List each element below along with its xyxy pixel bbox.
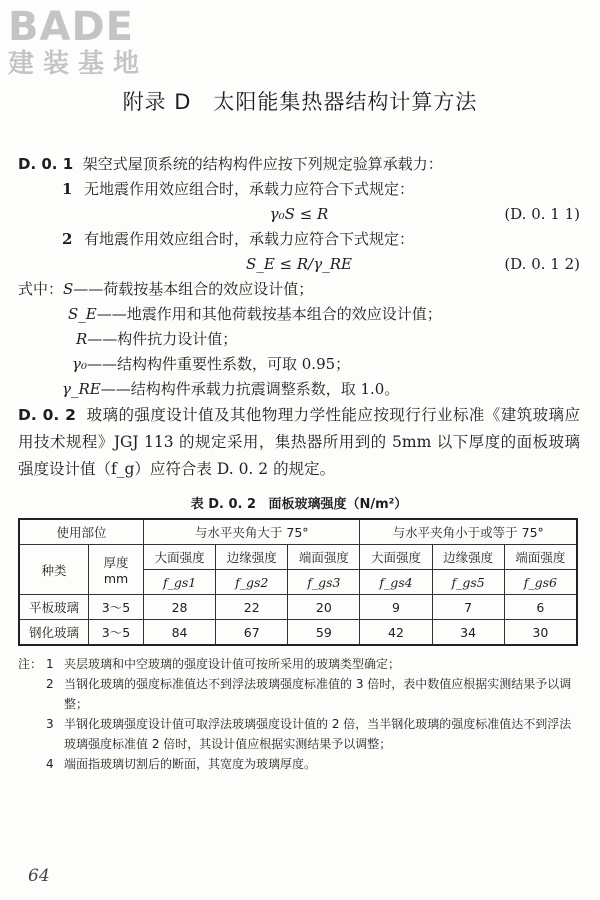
formula-number: (D. 0. 1 2) — [504, 255, 580, 273]
table-cell: 28 — [144, 595, 216, 620]
item-1: 1 无地震作用效应组合时，承载力应符合下式规定： — [62, 180, 415, 198]
appendix-title: 附录 D 太阳能集热器结构计算方法 — [122, 90, 478, 114]
note-item: 4 端面指玻璃切割后的断面，其宽度为玻璃厚度。 — [46, 757, 317, 771]
logo-subtitle: 建装基地 — [8, 49, 149, 79]
table-cell: 3～5 — [89, 620, 144, 646]
table-cell: 22 — [216, 595, 288, 620]
table-header-cell: 大面强度 — [360, 545, 432, 570]
table-header-cell: 种类 — [19, 545, 89, 595]
clause-text: 玻璃的强度设计值及其他物理力学性能应按现行行业标准《建筑玻璃应用技术规程》JGJ 113 的规定采用，集热器所用到的 5mm 以下厚度的面板玻璃强度设计值（f_g）应符合表 D. 0. 2 的规定。 — [18, 406, 580, 478]
table-header-cell: 与水平夹角大于 75° — [144, 519, 360, 545]
table-header-cell: 使用部位 — [19, 519, 144, 545]
logo-word: BADE — [8, 4, 134, 50]
table-header-cell: 与水平夹角小于或等于 75° — [360, 519, 577, 545]
table-cell: 59 — [288, 620, 360, 646]
table-header-cell: 厚度 mm — [89, 545, 144, 595]
watermark-logo — [8, 6, 148, 78]
table-header-cell: 边缘强度 — [432, 545, 504, 570]
table-symbol-cell: f_gs3 — [288, 570, 360, 595]
table-header-row — [19, 545, 577, 570]
definition-row: γ₀——结构构件重要性系数，可取 0.95； — [72, 355, 351, 373]
table-cell: 7 — [432, 595, 504, 620]
clause-number: D. 0. 1 — [18, 155, 74, 173]
page-number: 64 — [28, 866, 50, 886]
definition-row: γ_RE——结构构件承载力抗震调整系数，取 1.0。 — [62, 380, 400, 398]
glass-strength-table — [18, 518, 578, 646]
table-caption: 表 D. 0. 2 面板玻璃强度（N/m²） — [190, 497, 408, 512]
definition-row: R——构件抗力设计值； — [76, 330, 238, 348]
formula-1: γ₀S ≤ R (D. 0. 1 1) — [18, 202, 580, 227]
table-cell: 钢化玻璃 — [19, 620, 89, 646]
table-header-row — [19, 519, 577, 545]
definition-row: S_E——地震作用和其他荷载按基本组合的效应设计值； — [68, 305, 442, 323]
table-cell: 9 — [360, 595, 432, 620]
table-row — [19, 620, 577, 646]
table-notes — [18, 654, 580, 774]
table-cell: 3～5 — [89, 595, 144, 620]
table-cell: 20 — [288, 595, 360, 620]
table-symbol-cell: f_gs1 — [144, 570, 216, 595]
note-item: 3 半钢化玻璃强度设计值可取浮法玻璃强度设计值的 2 倍，当半钢化玻璃的强度标准值达不到浮法玻璃强度标准值 2 倍时，其设计值应根据实测结果予以调整； — [46, 717, 572, 751]
table-header-cell: 边缘强度 — [216, 545, 288, 570]
table-header-cell: 大面强度 — [144, 545, 216, 570]
item-2: 2 有地震作用效应组合时，承载力应符合下式规定： — [62, 230, 415, 248]
table-cell: 平板玻璃 — [19, 595, 89, 620]
clause-text: 架空式屋顶系统的结构构件应按下列规定验算承载力： — [82, 155, 443, 173]
table-header-cell: 端面强度 — [288, 545, 360, 570]
formula-2: S_E ≤ R/γ_RE (D. 0. 1 2) — [18, 252, 580, 277]
table-cell: 30 — [504, 620, 577, 646]
note-item: 注： 1 夹层玻璃和中空玻璃的强度设计值可按所采用的玻璃类型确定； — [18, 654, 580, 674]
note-item: 2 当钢化玻璃的强度标准值达不到浮法玻璃强度标准值的 3 倍时，表中数值应根据实测结果予以调整； — [46, 677, 572, 711]
formula-number: (D. 0. 1 1) — [504, 205, 580, 223]
page-content — [18, 152, 580, 774]
table-cell: 34 — [432, 620, 504, 646]
definition-row: 式中：S——荷载按基本组合的效应设计值； — [18, 280, 314, 298]
where-label: 式中： — [18, 280, 64, 298]
table-symbol-cell: f_gs2 — [216, 570, 288, 595]
table-row — [19, 595, 577, 620]
table-symbol-cell: f_gs4 — [360, 570, 432, 595]
table-cell: 67 — [216, 620, 288, 646]
table-cell: 6 — [504, 595, 577, 620]
clause-d02 — [18, 402, 580, 483]
table-cell: 42 — [360, 620, 432, 646]
table-symbol-cell: f_gs6 — [504, 570, 577, 595]
clause-d01 — [18, 152, 580, 177]
clause-number: D. 0. 2 — [18, 406, 76, 424]
notes-label: 注： — [18, 657, 43, 671]
table-cell: 84 — [144, 620, 216, 646]
table-header-cell: 端面强度 — [504, 545, 577, 570]
table-symbol-cell: f_gs5 — [432, 570, 504, 595]
